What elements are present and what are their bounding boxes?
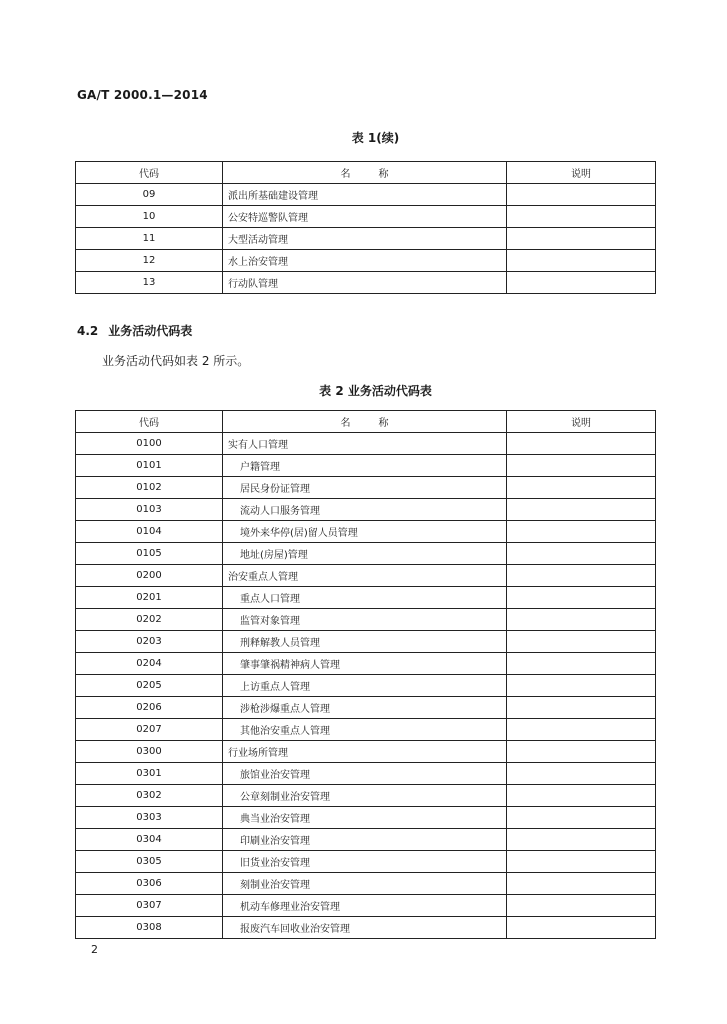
row-code: 11: [76, 228, 223, 250]
table-row: [76, 785, 656, 807]
row-name: 地址(房屋)管理: [223, 543, 507, 565]
row-name: 治安重点人管理: [223, 565, 507, 587]
table-row: [76, 433, 656, 455]
row-name: 旅馆业治安管理: [223, 763, 507, 785]
table-row: [76, 587, 656, 609]
row-name: 报废汽车回收业治安管理: [223, 917, 507, 939]
row-name: 公安特巡警队管理: [223, 206, 507, 228]
table1-col-name: 名称: [223, 162, 507, 184]
table-row: [76, 206, 656, 228]
row-note: [507, 565, 656, 587]
row-note: [507, 653, 656, 675]
table2: [75, 410, 656, 939]
row-note: [507, 785, 656, 807]
table2-header-row: [76, 411, 656, 433]
document-code: GA/T 2000.1—2014: [77, 88, 208, 102]
table-row: [76, 272, 656, 294]
row-code: 0300: [76, 741, 223, 763]
row-note: [507, 851, 656, 873]
table-row: [76, 543, 656, 565]
row-name: 上访重点人管理: [223, 675, 507, 697]
row-code: 10: [76, 206, 223, 228]
row-name: 公章刻制业治安管理: [223, 785, 507, 807]
row-code: 0105: [76, 543, 223, 565]
table-row: [76, 631, 656, 653]
row-code: 0102: [76, 477, 223, 499]
row-note: [507, 433, 656, 455]
row-name: 刑释解教人员管理: [223, 631, 507, 653]
row-code: 0207: [76, 719, 223, 741]
table-row: [76, 895, 656, 917]
table2-col-note: 说明: [507, 411, 656, 433]
table-row: [76, 250, 656, 272]
row-name: 重点人口管理: [223, 587, 507, 609]
row-name: 刻制业治安管理: [223, 873, 507, 895]
section-heading: [77, 322, 192, 339]
row-note: [507, 272, 656, 294]
row-name: 大型活动管理: [223, 228, 507, 250]
row-name: 监管对象管理: [223, 609, 507, 631]
row-name: 行动队管理: [223, 272, 507, 294]
page-number: 2: [91, 943, 98, 956]
row-name: 境外来华停(居)留人员管理: [223, 521, 507, 543]
row-name: 印刷业治安管理: [223, 829, 507, 851]
row-note: [507, 477, 656, 499]
row-code: 0303: [76, 807, 223, 829]
table-row: [76, 653, 656, 675]
row-code: 0301: [76, 763, 223, 785]
row-note: [507, 675, 656, 697]
row-code: 0302: [76, 785, 223, 807]
row-name: 典当业治安管理: [223, 807, 507, 829]
row-note: [507, 873, 656, 895]
row-note: [507, 499, 656, 521]
row-note: [507, 697, 656, 719]
row-note: [507, 250, 656, 272]
table1: [75, 161, 656, 294]
row-note: [507, 609, 656, 631]
row-note: [507, 543, 656, 565]
table-row: [76, 499, 656, 521]
table-row: [76, 807, 656, 829]
table-row: [76, 477, 656, 499]
row-name: 流动人口服务管理: [223, 499, 507, 521]
row-code: 0307: [76, 895, 223, 917]
row-note: [507, 719, 656, 741]
row-note: [507, 917, 656, 939]
table1-caption: 表 1(续): [351, 131, 400, 145]
table-row: [76, 609, 656, 631]
row-code: 0200: [76, 565, 223, 587]
row-note: [507, 587, 656, 609]
row-code: 0101: [76, 455, 223, 477]
row-code: 0100: [76, 433, 223, 455]
table1-col-note: 说明: [507, 162, 656, 184]
row-name: 肇事肇祸精神病人管理: [223, 653, 507, 675]
row-code: 0204: [76, 653, 223, 675]
row-note: [507, 895, 656, 917]
row-code: 0205: [76, 675, 223, 697]
row-note: [507, 829, 656, 851]
row-name: 派出所基础建设管理: [223, 184, 507, 206]
section-title: 业务活动代码表: [108, 324, 193, 338]
row-code: 0304: [76, 829, 223, 851]
table-row: [76, 873, 656, 895]
table2-col-name: 名称: [223, 411, 507, 433]
row-note: [507, 206, 656, 228]
table2-caption: 表 2 业务活动代码表: [319, 384, 432, 398]
row-note: [507, 184, 656, 206]
table1-col-code: 代码: [76, 162, 223, 184]
table-row: [76, 829, 656, 851]
row-code: 0206: [76, 697, 223, 719]
row-code: 0103: [76, 499, 223, 521]
row-note: [507, 228, 656, 250]
row-name: 实有人口管理: [223, 433, 507, 455]
row-note: [507, 521, 656, 543]
row-code: 0104: [76, 521, 223, 543]
row-code: 13: [76, 272, 223, 294]
table1-header-row: [76, 162, 656, 184]
table-row: [76, 719, 656, 741]
row-name: 水上治安管理: [223, 250, 507, 272]
row-code: 0202: [76, 609, 223, 631]
row-name: 居民身份证管理: [223, 477, 507, 499]
row-name: 机动车修理业治安管理: [223, 895, 507, 917]
row-name: 涉枪涉爆重点人管理: [223, 697, 507, 719]
table-row: [76, 851, 656, 873]
table-row: [76, 228, 656, 250]
row-code: 0201: [76, 587, 223, 609]
row-code: 12: [76, 250, 223, 272]
row-note: [507, 455, 656, 477]
table-row: [76, 763, 656, 785]
table2-col-code: 代码: [76, 411, 223, 433]
row-note: [507, 763, 656, 785]
row-code: 09: [76, 184, 223, 206]
row-note: [507, 631, 656, 653]
section-paragraph: 业务活动代码如表 2 所示。: [102, 354, 250, 368]
row-code: 0305: [76, 851, 223, 873]
table-row: [76, 741, 656, 763]
row-name: 其他治安重点人管理: [223, 719, 507, 741]
row-name: 旧货业治安管理: [223, 851, 507, 873]
table-row: [76, 521, 656, 543]
table-row: [76, 675, 656, 697]
table-row: [76, 565, 656, 587]
table-row: [76, 455, 656, 477]
row-note: [507, 807, 656, 829]
row-code: 0306: [76, 873, 223, 895]
table-row: [76, 697, 656, 719]
section-number: 4.2: [77, 324, 99, 338]
row-code: 0308: [76, 917, 223, 939]
row-note: [507, 741, 656, 763]
row-code: 0203: [76, 631, 223, 653]
row-name: 户籍管理: [223, 455, 507, 477]
table-row: [76, 184, 656, 206]
row-name: 行业场所管理: [223, 741, 507, 763]
table-row: [76, 917, 656, 939]
